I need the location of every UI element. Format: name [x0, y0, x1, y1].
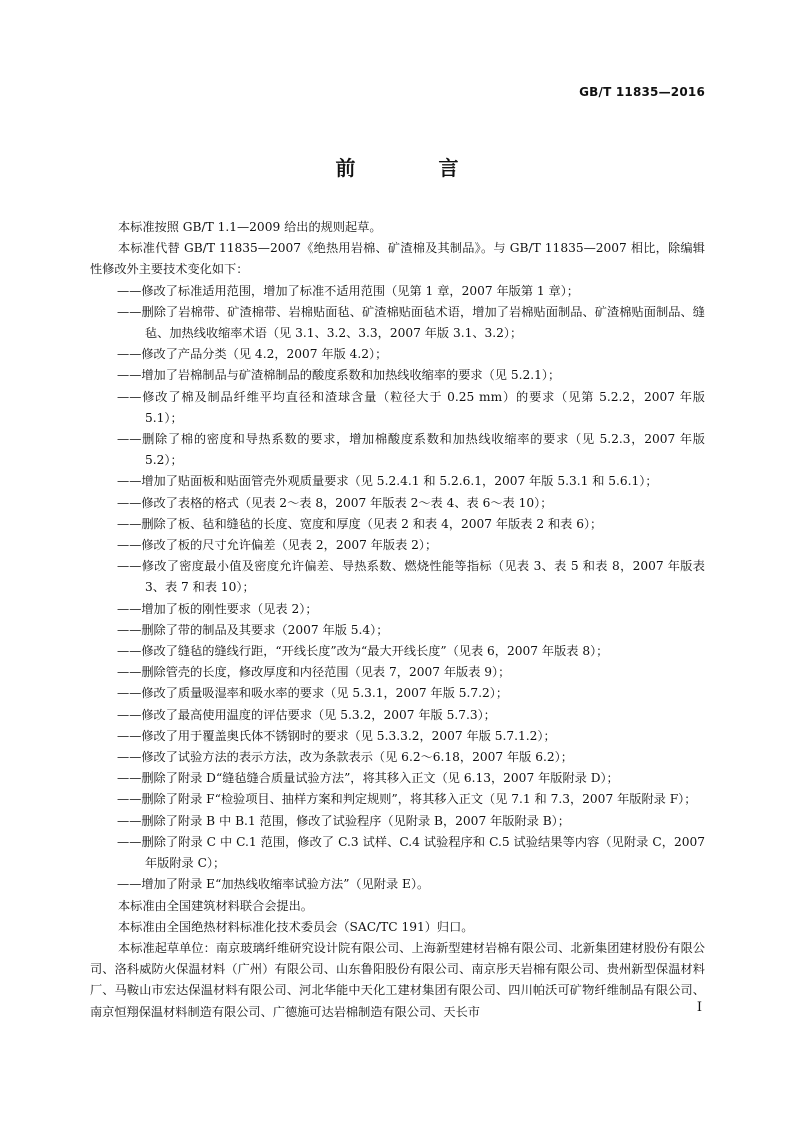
change-item: ——删除了附录 F“检验项目、抽样方案和判定规则”，将其移入正文（见 7.1 和 7.3，2007 年版附录 F）；: [117, 792, 697, 807]
change-item: ——删除了岩棉带、矿渣棉带、岩棉贴面毡、矿渣棉贴面毡术语，增加了岩棉贴面制品、矿渣棉贴面制品、缝毡、加热线收缩率术语（见 3.1、3.2、3.3，2007 年版 3.1、3.2）；: [117, 304, 705, 341]
change-item: ——删除了板、毡和缝毡的长度、宽度和厚度（见表 2 和表 4，2007 年版表 2 和表 6）；: [117, 516, 603, 531]
change-item: ——修改了试验方法的表示方法，改为条款表示（见 6.2～6.18，2007 年版 6.2）；: [117, 750, 573, 765]
change-item: ——增加了贴面板和贴面管壳外观质量要求（见 5.2.4.1 和 5.2.6.1，2007 年版 5.3.1 和 5.6.1）；: [117, 474, 658, 489]
change-item: ——修改了缝毡的缝线行距，“开线长度”改为“最大开线长度”（见表 6，2007 年版表 8）；: [117, 644, 609, 659]
change-item: ——增加了板的刚性要求（见表 2）；: [117, 601, 318, 616]
change-item: ——修改了质量吸湿率和吸水率的要求（见 5.3.1，2007 年版 5.7.2）；: [117, 686, 509, 701]
change-item: ——修改了棉及制品纤维平均直径和渣球含量（粒径大于 0.25 mm）的要求（见第 5.2.2，2007 年版 5.1）；: [117, 389, 705, 425]
change-item: ——修改了最高使用温度的评估要求（见 5.3.2，2007 年版 5.7.3）；: [117, 707, 496, 722]
change-item: ——修改了用于覆盖奥氏体不锈钢时的要求（见 5.3.3.2，2007 年版 5.7.1.2）；: [117, 728, 556, 743]
page-title: 前 言: [335, 156, 497, 180]
intro-paragraph-2: 本标准代替 GB/T 11835—2007《绝热用岩棉、矿渣棉及其制品》。与 GB/T 11835—2007 相比，除编辑性修改外主要技术变化如下：: [90, 241, 705, 277]
document-body: [90, 217, 705, 1023]
intro-paragraph-1: 本标准按照 GB/T 1.1—2009 给出的规则起草。: [118, 220, 382, 234]
change-item: ——增加了岩棉制品与矿渣棉制品的酸度系数和加热线收缩率的要求（见 5.2.1）；: [117, 368, 561, 383]
change-item: ——删除管壳的长度，修改厚度和内径范围（见表 7，2007 年版表 9）；: [117, 665, 511, 680]
change-item: ——删除了棉的密度和导热系数的要求，增加棉酸度系数和加热线收缩率的要求（见 5.2.3，2007 年版 5.2）；: [117, 432, 705, 468]
proposer-paragraph: 本标准由全国建筑材料联合会提出。: [118, 898, 313, 913]
committee-paragraph: 本标准由全国绝热材料标准化技术委员会（SAC/TC 191）归口。: [118, 919, 474, 934]
change-item: ——增加了附录 E“加热线收缩率试验方法”（见附录 E）。: [117, 877, 430, 892]
standard-code: GB/T 11835—2016: [579, 85, 705, 99]
page-number: I: [696, 1000, 702, 1015]
drafting-units-paragraph: 本标准起草单位：南京玻璃纤维研究设计院有限公司、上海新型建材岩棉有限公司、北新集团建材股份有限公司、洛科威防火保温材料（广州）有限公司、山东鲁阳股份有限公司、南京彤天岩棉有限公司、贵州新型保温材料厂、马鞍山市宏达保温材料有限公司、河北华能中天化工建材集团有限公司、四川帕沃可矿物纤维制品有限公司、南京恒翔保温材料制造有限公司、广德施可达岩棉制造有限公司、天长市: [90, 940, 705, 1019]
change-item: ——删除了带的制品及其要求（2007 年版 5.4）；: [117, 622, 389, 637]
change-item: ——修改了表格的格式（见表 2～表 8，2007 年版表 2～表 4、表 6～表 10）；: [117, 495, 553, 510]
change-item: ——删除了附录 B 中 B.1 范围，修改了试验程序（见附录 B，2007 年版附录 B）；: [117, 813, 570, 828]
change-item: ——修改了板的尺寸允许偏差（见表 2，2007 年版表 2）；: [117, 538, 438, 553]
change-item: ——删除了附录 D“缝毡缝合质量试验方法”，将其移入正文（见 6.13，2007 年版附录 D）；: [117, 771, 619, 786]
change-item: ——修改了密度最小值及密度允许偏差、导热系数、燃烧性能等指标（见表 3、表 5 和表 8，2007 年版表 3、表 7 和表 10）；: [117, 559, 705, 595]
change-item: ——修改了产品分类（见 4.2，2007 年版 4.2）；: [117, 347, 388, 362]
change-item: ——删除了附录 C 中 C.1 范围，修改了 C.3 试样、C.4 试验程序和 C.5 试验结果等内容（见附录 C，2007 年版附录 C）；: [117, 834, 705, 871]
change-item: ——修改了标准适用范围，增加了标准不适用范围（见第 1 章，2007 年版第 1 章）；: [117, 283, 579, 298]
